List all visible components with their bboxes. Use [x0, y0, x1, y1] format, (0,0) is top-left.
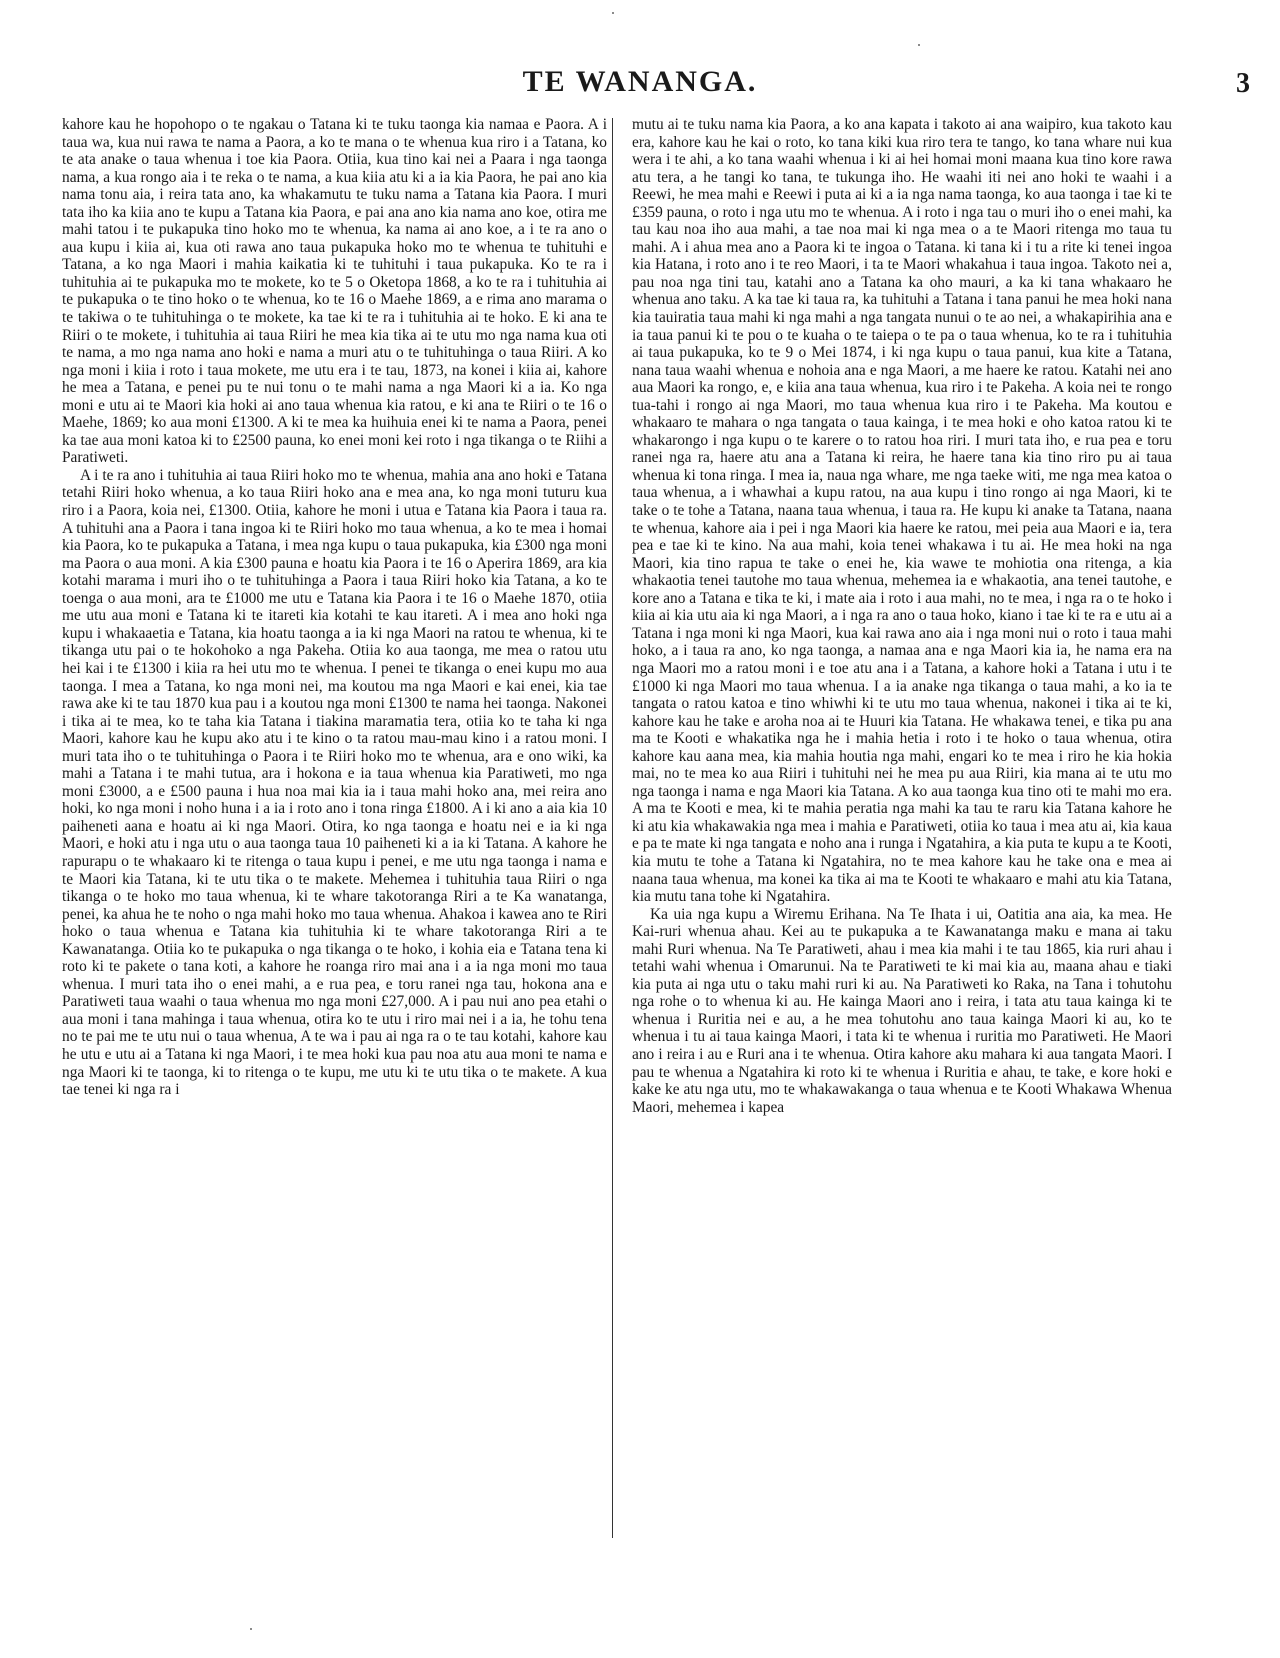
right-paragraph-1: mutu ai te tuku nama kia Paora, a ko ana kapata i takoto ai ana waipiro, kua takoto kau era, kahore kau he kai o roto, ko tana kiki kua riro tera te tango, ko tana whare nui kua wera i te ahi, a ko tana waahi whenua i ki ai hei homai moni maana kua tino kore rawa atu tera, a he tangi ko tana, te tukunga iho. He waahi iti nei ano hoki te waahi i a Reewi, he mea mahi e Reewi i puta ai ki a ia nga nama taonga, ko aua taonga i tae ki te £359 pauna, o roto i nga utu mo te whenua. A i roto i nga tau o muri iho o enei mahi, ka tau kau noa iho aua mahi, a tae noa mai ki nga mea o a te Maori ritenga mo taua tu mahi. A i ahua mea ano a Paora ki te ingoa o Tatana. ki tana ki i tu a rite ki tenei ingoa kia Hatana, i roto ano i te reo Maori, i ta te Maori whakahua i taua ingoa. Takoto nei a, pau noa nga tini tau, katahi ano a Tatana ka oho mauri, a ka ki tana whakaaro he whenua ano taku. A ka tae ki taua ra, ka tuhituhi a Tatana i tana panui he mea hoki nana kia tauiratia taua mahi ki nga mahi a nga tangata nunui o te ao nei, a whakapirihia ana e ia taua panui ki te pou o te kuaha o te taiepa o te pa o taua whenua, ko te ra i tuhituhia ai taua pukapuka, ko te 9 o Mei 1874, i ki nga kupu o taua panui, kua kite a Tatana, nana taua waahi whenua e nohoia ana e nga Maori, a me haere ke ratou. Katahi nei ano aua Maori ka rongo, e, e kiia ana taua whenua, kua riro i te Pakeha. A koia nei te rongo tua-tahi i rongo ai nga Maori, mo taua whenua kua riro i te Pakeha. Ma koutou e whakaaro te mahara o nga tangata o taua kainga, i te mea hoki e oho katoa ratou ki te whakarongo i nga kupu o te karere o to ratou hoa riri. I muri tata iho, e rua pea e toru ranei nga ra, haere atu ana a Tatana ki reira, he haere tana kia tino riro pu ai taua whenua ki tona ringa. I mea ia, naua nga whare, me nga taeke witi, me nga mea katoa o taua whenua, a i whawhai a kupu ratou, na aua kupu i tino rongo ai nga Maori, ki te take o te tohe a Tatana, naana taua whenua, i taua ra. He kupu ki anake ta Tatana, naana te whenua, kahore aia i pei i nga Maori kia haere ke ratou, mei peia aua Maori e ia, tera pea e tae ki te kino. Na aua mahi, koia tenei whakawa i tu ai. He mea hoki na nga Maori, kia tino rapua te take o enei he, kia wawe te mohiotia ona ritenga, a kia whakaotia tenei tautohe mo taua whenua, mehemea ia e whakaotia, ana tenei tautohe, e kore ano a Tatana e tika te ki, i mate aia i roto i aua mahi, no te mea, i nga ra o te hoko i kiia ai kia utu aia ki nga Maori, a i nga ra ano o taua hoko, kiano i tae ki te ra e utu ai a Tatana i nga moni ki nga Maori, kua kai rawa ano aia i nga moni nui o roto i taua mahi hoko, a i taua ra ano, ko nga taonga, a namaa ana e nga Maori kia ia, he nama era na nga Maori mo a ratou moni i e toe atu ana i a Tatana, a kahore hoki a Tatana i utu i te £1000 ki nga Maori mo taua whenua. I a ia anake nga tikanga o taua mahi, a ko ia te tangata o ratou katoa e tino whiwhi ki te utu mo taua whenua, nakonei i tika ai te ki, kahore kau he take e aroha noa ai te Huuri kia Tatana. He whakawa tenei, e tika pu ana ma te Kooti e whakatika nga he i mahia hetia i roto i te hoko o taua whenua, otira kahore kau aana mea, kia mahia houtia nga mahi, engari ko te mea i riro he kia hokia mai, no te mea ko aua Riiri i tuhituhi nei he mea pu aua Riiri, kia mana ai te utu mo nga taonga i nama e nga Maori kia Tatana. A ko aua taonga kua tino oti te mahi mo era. A ma te Kooti e mea, ki te mahia peratia nga mahi ka tau te raru kia Tatana kahore he ki atu kia whakawakia nga mea i mahia e Paratiweti, otiia ko taua i mea atu ai, kia kaua e pa te mate ki nga tangata e noho ana i runga i Ngatahira, a kia puta te kupu a te Kooti, kia mutu te tohe a Tatana ki Ngatahira, no te mea kahore kau he take ona e mea ai naana taua whenua, ma konei ka tika ai ma te Kooti te whakaaro e mahi atu kia Tatana, kia mutu tana tohe ki Ngatahira.	[632, 116, 1172, 906]
page-title: TE WANANGA.	[522, 65, 758, 98]
print-speck	[612, 12, 614, 14]
print-speck	[250, 1628, 252, 1630]
page-number: 3	[1236, 68, 1250, 99]
column-divider	[612, 118, 613, 1538]
masthead	[0, 62, 1280, 102]
left-column	[62, 116, 607, 1536]
right-paragraph-2: Ka uia nga kupu a Wiremu Erihana. Na Te Ihata i ui, Oatitia ana aia, ka mea. He Kai-ruri whenua ahau. Kei au te pukapuka a te Kawanatanga maku e mana ai taku mahi Ruri whenua. Na Te Paratiweti, ahau i mea kia mahi i te tau 1865, kia ruri ahau i tetahi wahi whenua i Omarunui. Na te Paratiweti te ki mai kia au, maana ahau e tiaki kia puta ai nga utu o taku mahi ruri ki au. Na Paratiweti ko Raka, na Tana i tohutohu nga rohe o to whenua ki au. He kainga Maori ano i reira, i tata atu taua kainga ki te whenua i Ruritia nei e au, a he mea tohutohu ano taua kainga Maori ki au, ko te whenua i tu ai taua kainga Maori, i tata ki te whenua i ruritia mo Paratiweti. He Maori ano i reira i au e Ruri ana i te whenua. Otira kahore aku mahara ki aua tangata Maori. I pau te whenua a Ngatahira ki roto ki te whenua i Ruritia e ahau, te take, e kore hoki e kake ke atu nga utu, mo te whakawakanga o taua whenua e te Kooti Whakawa Whenua Maori, mehemea i kapea	[632, 905, 1172, 1116]
right-column	[632, 116, 1172, 1536]
left-paragraph-1: kahore kau he hopohopo o te ngakau o Tatana ki te tuku taonga kia namaa e Paora. A i taua wa, kua nui rawa te nama a Paora, a ko te mana o te whenua kua riro i a Tatana, ko te ata anake o taua whenua i toe kia Paora. Otiia, kua tino kai nei a Paara i nga taonga nama, a kua rongo aia i te reka o te nama, a kua kiia atu ki a ia kia Paora, he pai ano kia nama tonu aia, i reira tata ano, ka whakamutu te tuku nama a Tatana kia Paora. I muri tata iho ka kiia ano te kupu a Tatana kia Paora, e pai ana ano kia nama ano koe, otira me mahi tatou i te pukapuka tino hoko mo te whenua, ka nama ai ano koe, a i te ra ano o aua kupu i kiia ai, kua oti rawa ano taua pukapuka hoko mo te whenua te tuhituhi e Tatana, a ko nga Maori i mahia kaikatia ki te tuhituhi i taua pukapuka. Ko te ra i tuhituhia ai te pukapuka mo te mokete, ko te 5 o Oketopa 1868, a ko te ra i tuhituhia ai te pukapuka o te tino hoko o te whenua, ko te 16 o Maehe 1869, a e rima ano marama o te takiwa o te tuhituhinga o te mokete, ka tae ki te ra i tuhituhia ai te hoko. E ki ana te Riiri o te mokete, i tuhituhia ai taua Riiri he mea kia tika ai te utu mo nga nama kua oti te nama, a mo nga nama ano hoki e nama a muri atu o te tuhituhinga o taua Riiri. A ko nga moni i kiia i roto i taua mokete, me utu era i te tau, 1873, na konei i kiia ai, kahore he mea a Tatana, e penei pu te nui tonu o te mahi nama a nga Maori ki a ia. Ko nga moni e utu ai te Maori kia hoki ai ano taua whenua kia ratou, e ki ana te Riiri o te 16 o Maehe, 1869; ko aua moni £1300. A ki te mea ka huihuia enei ki te nama a Paora, penei ka tae aua moni katoa ki to £2500 pauna, ko enei moni kei roto i nga tikanga o te Riihi a Paratiweti.	[62, 116, 607, 467]
print-speck	[918, 44, 920, 46]
left-paragraph-2: A i te ra ano i tuhituhia ai taua Riiri hoko mo te whenua, mahia ana ano hoki e Tatana tetahi Riiri hoko whenua, a ko taua Riiri hoko ana e mea ana, ko nga moni tuturu kua riro i a Paora, koia nei, £1300. Otiia, kahore he moni i utua e Tatana kia Paora i taua ra. A tuhituhi ana a Paora i tana ingoa ki te Riiri hoko mo taua whenua, a ko te mea i homai kia Paora, ko te pukapuka a Tatana, i mea nga kupu o taua pukapuka, kia £300 nga moni ma Paora o aua moni. A kia £300 pauna e hoatu kia Paora i te 16 o Aperira 1869, ara kia kotahi marama i muri iho o te tuhituhinga a Paora i taua Riiri hoko kia Tatana, a ko te toenga o aua moni, ara te £1000 me utu e Tatana kia Paora i te 16 o Maehe 1870, otiia me utu aua moni e Tatana ki te itareti kia kotahi te kau itareti. A i mea ano hoki nga kupu i whakaaetia e Tatana, kia hoatu taonga a ia ki nga Maori na ratou te whenua, ki te tikanga utu pai o te hokohoko a nga Pakeha. Otiia ko aua taonga, me mea o ratou utu hei kai i te £1300 i kiia ra hei utu mo te whenua. I penei te tikanga o enei kupu mo aua taonga. I mea a Tatana, ko nga moni nei, ma koutou ma nga Maori e kai enei, kia tae rawa ake ki te tau 1870 kua pau i a koutou nga moni £1300 te nama hei taonga. Nakonei i tika ai te mea, ko te taha kia Tatana i tiakina maramatia tera, otiia ko te taha ki nga Maori, kahore kau he kupu ako atu i te kino o ta ratou mau-mau kino i a ratou moni. I muri tata iho o te tuhituhinga o Paora i te Riiri hoko mo te whenua, ara e ono wiki, ka mahi a Tatana i te mahi tutua, ara i hokona e ia taua whenua kia Paratiweti, mo nga moni £3000, a e £500 pauna i hua noa mai kia ia i taua mahi hoko ana, mei reira ano hoki, ko nga moni i noho huna i a ia i roto ano i tona ringa £1800. A i ki ano a aia kia 10 paiheneti aana e hoatu ai ki nga Maori. Otira, ko nga taonga e hoatu nei e ia ki nga Maori, e hoki atu i nga utu o aua taonga taua 10 paiheneti ki a ia ki Tatana. A kahore he rapurapu o te whakaaro ki te ritenga o taua kupu i penei, e me utu nga taonga i nama e te Maori kia Tatana, ki te utu tika o te makete. Mehemea i tuhituhia taua Riiri o nga tikanga o te hoko mo taua whenua, ki te whare takotoranga Riri a te Ka wanatanga, penei, ka ahua he te noho o nga mahi hoko mo taua whenua. Ahakoa i kawea ano te Riri hoko o taua whenua e Tatana kia tuhituhia ki te whare takotoranga Riri a te Kawanatanga. Otiia ko te pukapuka o nga tikanga o te hoko, i kohia eia e Tatana tena ki roto ki te pakete o tana koti, a kahore he roanga riro mai ana i a ia nga moni mo taua whenua. I muri tata iho o enei mahi, a e rua pea, e toru ranei nga tau, hokona ana e Paratiweti taua waahi o taua whenua mo nga moni £27,000. A i pau nui ano pea etahi o aua moni i tana mahinga i taua whenua, otira ko te utu i riro mai nei i a ia, he tohu tena no te pai me te utu nui o taua whenua, A te wa i pau ai nga ra o te tau kotahi, kahore kau he utu e utu ai a Tatana ki nga Maori, i te mea hoki kua pau noa atu aua moni te nama e nga Maori ki te taonga, ki to ritenga o te kupu, me utu ki te utu tika o te makete. A kua tae tenei ki nga ra i	[62, 466, 607, 1099]
